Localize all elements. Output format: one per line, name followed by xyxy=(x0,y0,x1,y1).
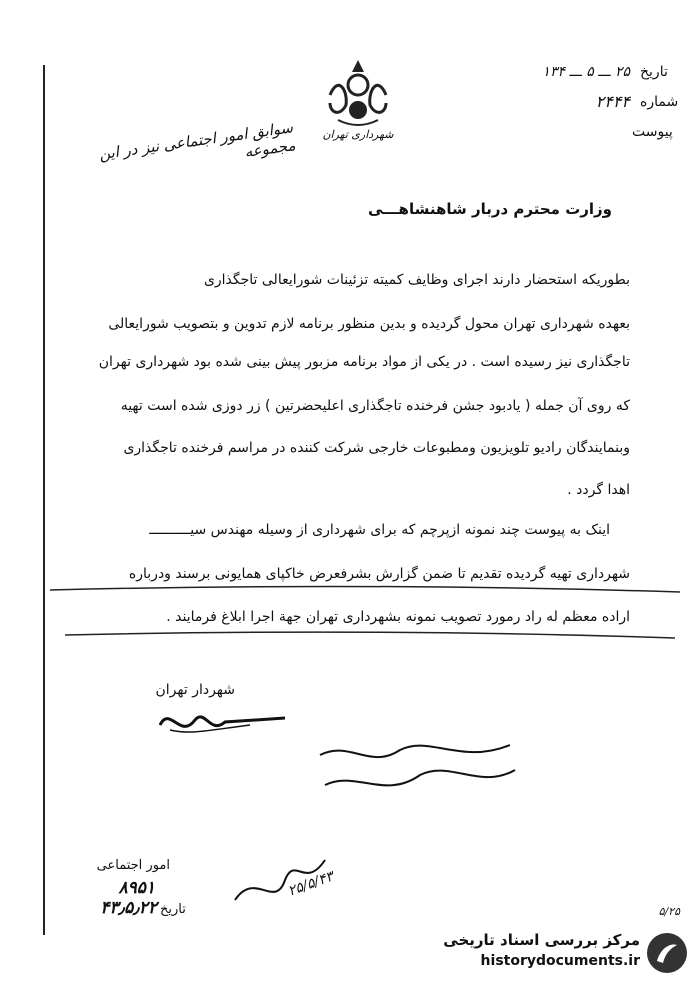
body-line: که روی آن جمله ( یادبود جشن فرخنده تاجگذاری اعلیحضرتین ) زر دوزی شده است تهیه xyxy=(120,398,630,414)
date-label: تاریخ xyxy=(640,64,668,80)
number-value: ۲۴۴۴ xyxy=(595,92,630,111)
body-line: شهرداری تهیه گردیده تقدیم تا ضمن گزارش بشرفعرض خاکپای همایونی برسند ودرباره xyxy=(128,566,630,582)
body-line: تاجگذاری نیز رسیده است . در یکی از مواد برنامه مزبور پیش بینی شده بود شهرداری تهران xyxy=(98,354,630,370)
footer-date-note: ۲۵/۵/۴۳ xyxy=(285,868,336,900)
margin-rule xyxy=(43,65,45,935)
handwritten-note: سوابق امور اجتماعی نیز در این مجموعه xyxy=(97,118,297,164)
watermark xyxy=(443,925,690,981)
emblem-caption: شهرداری تهران xyxy=(322,128,394,141)
date-value: ۲۵ ـــ ۵ ـــ ۱۳۴ xyxy=(542,64,630,80)
addressee: وزارت محترم دربار شاهنشاهـــی xyxy=(367,200,612,218)
footer-date-label: تاریخ xyxy=(160,902,186,917)
attachment-label: پیوست xyxy=(632,124,673,140)
handwritten-scrawl xyxy=(310,735,530,815)
corner-note: ۵/۲۵ xyxy=(658,905,680,918)
underline-strokes xyxy=(45,580,685,650)
ref-code: ۸۹۵۱ xyxy=(118,878,155,898)
number-label: شماره xyxy=(640,94,679,110)
archive-logo-icon xyxy=(645,931,689,975)
watermark-name: مرکز بررسی اسناد تاریخی xyxy=(443,931,640,949)
body-line: بطوریکه استحضار دارند اجرای وظایف کمیته تزئینات شورایعالی تاجگذاری xyxy=(203,272,630,288)
signature-icon xyxy=(150,700,290,745)
ref-date: ۴۳٫۵٫۲۲ xyxy=(100,898,157,918)
watermark-site: historydocuments.ir xyxy=(480,953,640,969)
body-line: اراده معظم له راد رمورد تصویب نمونه بشهرداری تهران جهة اجرا ابلاغ فرمایند . xyxy=(166,609,630,625)
body-line: اینک به پیوست چند نمونه ازپرچم که برای شهرداری از وسیله مهندس سیــــــــــ xyxy=(149,522,610,538)
dept-label: امور اجتماعی xyxy=(96,858,170,873)
body-line: بعهده شهرداری تهران محول گردیده و بدین منظور برنامه لازم تدوین و بتصویب شورایعالی xyxy=(108,316,630,332)
body-line: وبنمایندگان رادیو تلویزیون ومطبوعات خارجی شرکت کننده در مراسم فرخنده تاجگذاری xyxy=(123,440,630,456)
signatory-title: شهردار تهران xyxy=(155,682,235,698)
body-line: اهدا گردد . xyxy=(567,482,630,498)
